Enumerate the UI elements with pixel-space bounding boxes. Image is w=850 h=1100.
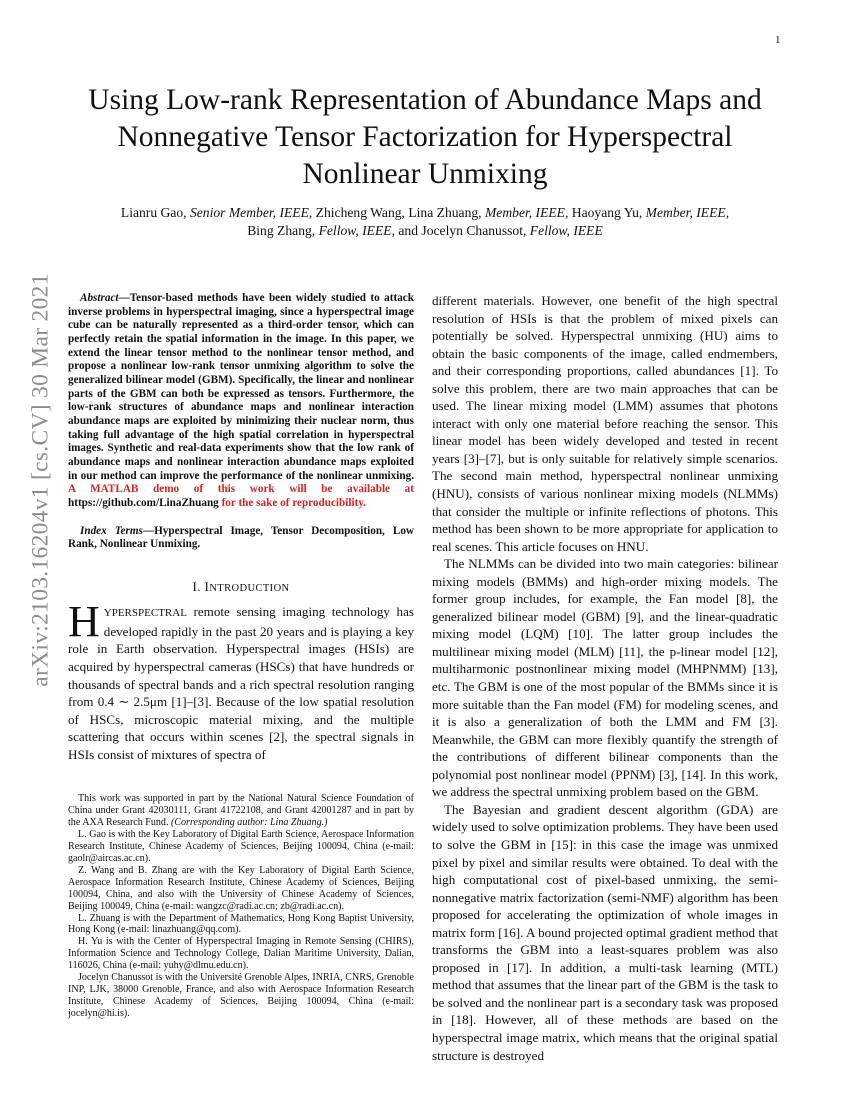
paper-title: Using Low-rank Representation of Abundance Maps and Nonnegative Tensor Factorization for Hyperspectral Nonlinear Unmixing — [88, 84, 762, 190]
section-title-rest: NTRODUCTION — [209, 582, 290, 594]
author-role: Member, IEEE, — [484, 205, 569, 220]
author-role: Fellow, IEEE, — [318, 223, 395, 238]
section-heading — [68, 578, 414, 598]
footnote: L. Zhuang is with the Department of Mathematics, Hong Kong Baptist University, Hong Kong (e-mail: linazhuang@qq.com). — [68, 912, 414, 936]
abstract-label: Abstract — [80, 292, 119, 304]
author-text: Haoyang Yu, — [568, 205, 646, 220]
footnote: Jocelyn Chanussot is with the Université Grenoble Alpes, INRIA, CNRS, Grenoble INP, LJK, 38000 Grenoble, France, and also with Aerospace Information Research Institute, Chinese Academy of Sciences, Beijing 100094, China (e-mail: jocelyn@hi.is). — [68, 972, 414, 1020]
github-link[interactable]: https://github.com/LinaZhuang — [68, 496, 222, 509]
author-text: Bing Zhang, — [247, 223, 319, 238]
author-text: and Jocelyn Chanussot, — [394, 223, 530, 238]
intro-smallcaps: YPERSPECTRAL — [103, 607, 187, 620]
footnote: L. Gao is with the Key Laboratory of Digital Earth Science, Aerospace Information Research Institute, Chinese Academy of Sciences, Beijing 100094, China (e-mail: gaolr@aircas.ac.cn). — [68, 828, 414, 864]
footnotes — [68, 793, 414, 1020]
author-text: Lianru Gao, — [120, 205, 190, 220]
demo-note: A MATLAB demo of this work will be available at — [68, 483, 414, 496]
index-terms-label: Index Terms — [80, 524, 143, 537]
body-paragraph: The NLMMs can be divided into two main categories: bilinear mixing models (BMMs) and high-order mixing models. The former group includes, for example, the Fan model [8], the generalized bilinear model (GBM) [9], and the linear-quadratic mixing model (LQM) [10]. The latter group includes the multilinear mixing model (MLM) [11], the p-linear model [12], multiharmonic postnonlinear mixing model (MHPNMM) [13], etc. The GBM is one of the most popular of the BMMs since it is more suitable than the Fan model (FM) for modeling scenes, and it is also a generalization of both the LMM and FM [3]. Meanwhile, the GBM can more flexibly quantify the strength of the contributions of different bilinear components than the polynomial post nonlinear model (PPNM) [3], [14]. In this work, we address the spectral unmixing problem based on the GBM. — [432, 556, 778, 800]
abstract-text: —Tensor-based methods have been widely studied to attack inverse problems in hyperspectral imaging, since a hyperspectral image cube can be naturally represented as a third-order tensor, which can perfectly retain the spatial information in the image. In this paper, we extend the linear tensor method to the nonlinear tensor method, and propose a nonlinear low-rank tensor unmixing algorithm to solve the generalized bilinear model (GBM). Specifically, the linear and nonlinear parts of the GBM can both be expressed as tensors. Furthermore, the low-rank structures of abundance maps and nonlinear interaction abundance maps are exploited by minimizing their nuclear norm, thus taking full advantage of the high spatial correlation in hyperspectral images. Synthetic and real-data experiments show that the low rank of abundance maps and nonlinear interaction abundance maps exploited in our method can improve the performance of the nonlinear unmixing. — [68, 292, 414, 482]
footnote — [68, 793, 414, 829]
author-role: Fellow, IEEE — [529, 223, 603, 238]
author-role: Senior Member, IEEE, — [189, 205, 313, 220]
footnote-text: This work was supported in part by the National Natural Science Foundation of China under Grant 42030111, Grant 41722108, and Grant 42001287 and in part by the AXA Research Fund. — [68, 793, 414, 828]
right-column — [432, 292, 778, 1064]
corresponding-author: (Corresponding author: Lina Zhuang.) — [170, 816, 328, 828]
footnote: H. Yu is with the Center of Hyperspectral Imaging in Remote Sensing (CHIRS), Information Science and Technology College, Dalian Maritime University, Dalian, 116026, China (e-mail: yuhy@dlmu.edu.cn). — [68, 936, 414, 972]
author-text: Zhicheng Wang, Lina Zhuang, — [312, 205, 485, 220]
author-list — [60, 204, 790, 240]
body-paragraph: The Bayesian and gradient descent algorithm (GDA) are widely used to solve optimization problems. They have been used to solve the GBM in [15]: in this case the image was unmixed pixel by pixel and similar results were obtained. To deal with the high computational cost of pixel-based unmixing, the semi-nonnegative matrix factorization (semi-NMF) algorithm has been proposed for accelerating the optimization of whole images in matrix form [16]. A bound projected optimal gradient method that transforms the GBM into a least-squares problem was also proposed in [17]. In addition, a multi-task learning (MTL) method that assumes that the linear part of the GBM is the task to be solved and the nonlinear part is a secondary task was proposed in [18]. However, all of these methods are based on the hyperspectral image matrix, which means that the original spatial structure is destroyed — [432, 801, 778, 1063]
footnote: Z. Wang and B. Zhang are with the Key Laboratory of Digital Earth Science, Aerospace Information Research Institute, Chinese Academy of Sciences, Beijing 100094, China, and also with the University of Chinese Academy of Sciences, Beijing 100049, China (e-mail: wangzc@radi.ac.cn; zb@radi.ac.cn). — [68, 864, 414, 912]
arxiv-identifier-text: arXiv:2103.16204v1 [cs.CV] 30 Mar 2021 — [27, 273, 54, 687]
drop-cap: H — [68, 597, 100, 647]
index-terms-text: —Hyperspectral Image, Tensor Decomposition, Low Rank, Nonlinear Unmixing. — [68, 524, 414, 551]
intro-paragraph — [68, 597, 414, 763]
body-paragraph: different materials. However, one benefit of the high spectral resolution of HSIs is that the problem of mixed pixels can potentially be solved. Hyperspectral unmixing (HU) aims to obtain the basic components of the image, called endmembers, and their corresponding proportions, called abundances [1]. To solve this problem, there are two main approaches that can be used. The linear mixing model (LMM) assumes that photons interact with only one material before reaching the sensor. This linear model has been widely developed and tested in recent years [3]–[7], but is only suitable for relatively simple scenarios. The second main method, hyperspectral nonlinear unmixing (HNU), consists of various nonlinear mixing models (NLMMs) that consider the multiple or infinite reflections of photons. This method has been shown to be more appropriate for application to real scenes. This article focuses on HNU. — [432, 293, 778, 554]
section-first-letter: I — [204, 578, 210, 594]
index-terms — [68, 525, 414, 552]
arxiv-identifier — [22, 273, 60, 687]
left-column — [68, 292, 414, 763]
abstract — [68, 292, 414, 511]
section-numeral: I. — [192, 578, 205, 594]
reproducibility-note: for the sake of reproducibility. — [221, 496, 367, 509]
page-number: 1 — [775, 34, 781, 46]
intro-text: remote sensing imaging technology has developed rapidly in the past 20 years and is playing a key role in Earth observation. Hyperspectral images (HSIs) are acquired by hyperspectral cameras (HSCs) that have hundreds or thousands of spectral bands and a rich spectral resolution ranging from 0.4 ∼ 2.5μm [1]–[3]. Because of the low spatial resolution of HSCs, microscopic material mixing, and the multiple scattering that occurs within scenes [2], the spectral signals in HSIs consist of mixtures of spectra of — [68, 604, 414, 762]
author-role: Member, IEEE, — [645, 205, 730, 220]
